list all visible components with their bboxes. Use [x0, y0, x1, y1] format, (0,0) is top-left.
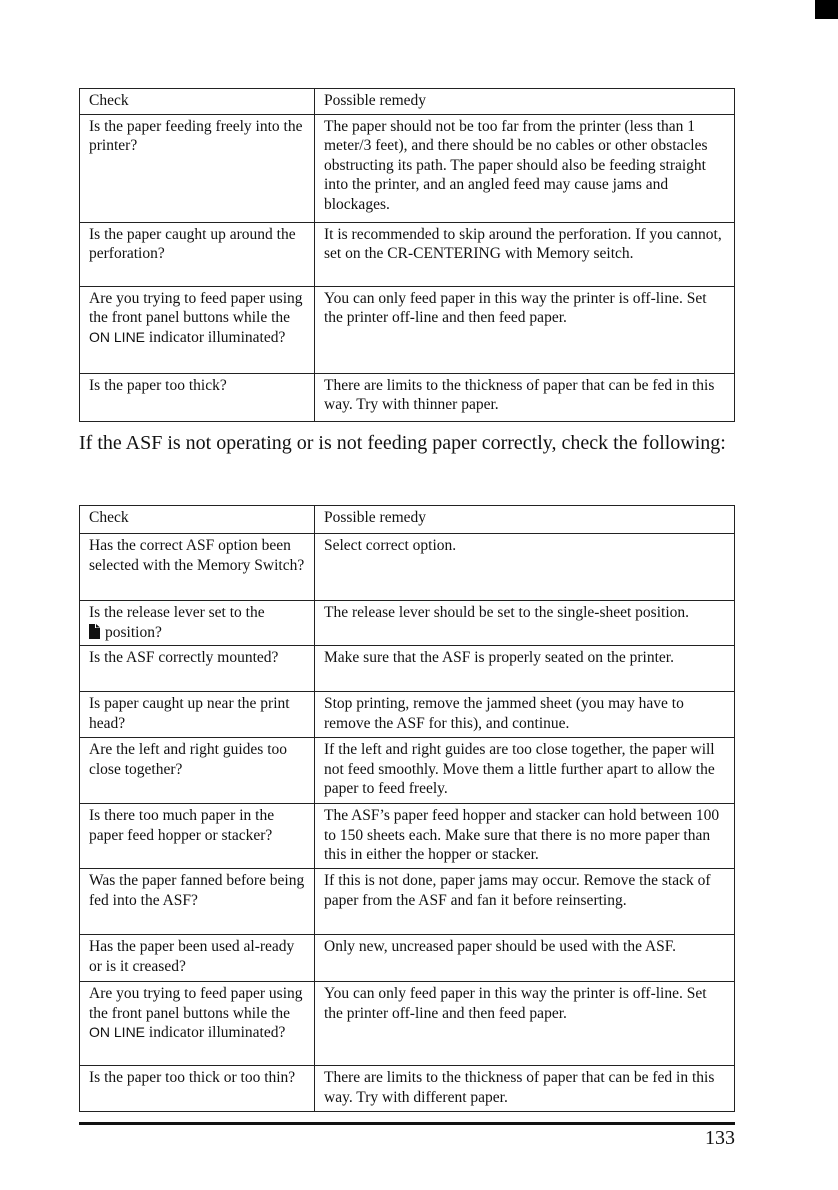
table-row [80, 869, 735, 935]
table-row [80, 222, 735, 286]
table-header-row [80, 89, 735, 115]
check-cell [80, 601, 315, 646]
column-header-remedy: Possible remedy [315, 506, 735, 534]
column-header-check: Check [80, 89, 315, 115]
check-text: indicator illuminated? [145, 328, 286, 346]
check-cell: Is there too much paper in the paper feed hopper or stacker? [80, 804, 315, 869]
remedy-cell: There are limits to the thickness of paper that can be fed in this way. Try with thinner paper. [315, 373, 735, 421]
check-cell: Is the paper too thick? [80, 373, 315, 421]
printer-feed-troubleshooting-table [79, 88, 735, 422]
check-cell: Is the ASF correctly mounted? [80, 646, 315, 692]
remedy-cell: The release lever should be set to the single-sheet position. [315, 601, 735, 646]
check-cell: Has the correct ASF option been selected with the Memory Switch? [80, 534, 315, 601]
table-row [80, 982, 735, 1066]
check-cell [80, 982, 315, 1066]
table-row [80, 804, 735, 869]
check-cell: Was the paper fanned before being fed into the ASF? [80, 869, 315, 935]
check-text: Is the release lever set to the [89, 604, 265, 621]
table-row [80, 1066, 735, 1112]
single-sheet-lever-icon [89, 624, 100, 639]
check-cell [80, 286, 315, 373]
remedy-cell: It is recommended to skip around the perforation. If you cannot, set on the CR-CENTERING with Memory seitch. [315, 222, 735, 286]
check-text: Are you trying to feed paper using the front panel buttons while the [89, 289, 303, 326]
footer-rule [79, 1122, 735, 1125]
page-corner-mark [815, 0, 838, 19]
on-line-indicator-label: ON LINE [89, 1024, 146, 1040]
table-header-row [80, 506, 735, 534]
check-cell: Is the paper feeding freely into the printer? [80, 114, 315, 222]
remedy-cell: There are limits to the thickness of paper that can be fed in this way. Try with different paper. [315, 1066, 735, 1112]
column-header-remedy: Possible remedy [315, 89, 735, 115]
remedy-cell: The paper should not be too far from the printer (less than 1 meter/3 feet), and there should be no cables or other obstacles obstructing its path. The paper should also be feeding straight into the printer, and an angled feed may cause jams and blockages. [315, 114, 735, 222]
remedy-cell: Stop printing, remove the jammed sheet (you may have to remove the ASF for this), and continue. [315, 692, 735, 738]
table-row [80, 601, 735, 646]
check-text: Are you trying to feed paper using the front panel buttons while the [89, 985, 303, 1022]
check-cell: Are the left and right guides too close together? [80, 738, 315, 804]
check-text: position? [105, 623, 162, 641]
table-row [80, 935, 735, 982]
table-row [80, 646, 735, 692]
check-cell: Is the paper caught up around the perforation? [80, 222, 315, 286]
remedy-cell: Only new, uncreased paper should be used with the ASF. [315, 935, 735, 982]
on-line-indicator-label: ON LINE [89, 328, 146, 345]
column-header-check: Check [80, 506, 315, 534]
check-cell: Is the paper too thick or too thin? [80, 1066, 315, 1112]
check-text: indicator illuminated? [145, 1024, 286, 1041]
remedy-cell: You can only feed paper in this way the printer is off-line. Set the printer off-line and then feed paper. [315, 286, 735, 373]
remedy-cell: You can only feed paper in this way the printer is off-line. Set the printer off-line and then feed paper. [315, 982, 735, 1066]
check-cell: Is paper caught up near the print head? [80, 692, 315, 738]
asf-troubleshooting-table [79, 505, 735, 1112]
remedy-cell: If this is not done, paper jams may occur. Remove the stack of paper from the ASF and fan it before reinserting. [315, 869, 735, 935]
table-row [80, 738, 735, 804]
remedy-cell: Select correct option. [315, 534, 735, 601]
remedy-cell: Make sure that the ASF is properly seated on the printer. [315, 646, 735, 692]
check-cell: Has the paper been used al-ready or is it creased? [80, 935, 315, 982]
remedy-cell: The ASF’s paper feed hopper and stacker can hold between 100 to 150 sheets each. Make sure that there is no more paper than this in either the hopper or stacker. [315, 804, 735, 869]
table-row [80, 692, 735, 738]
table-row [80, 373, 735, 421]
table-row [80, 286, 735, 373]
asf-intro-paragraph: If the ASF is not operating or is not feeding paper correctly, check the following: [79, 432, 726, 454]
table-row [80, 114, 735, 222]
page-number: 133 [705, 1127, 735, 1149]
remedy-cell: If the left and right guides are too close together, the paper will not feed smoothly. Move them a little further apart to allow the paper to feed freely. [315, 738, 735, 804]
table-row [80, 534, 735, 601]
